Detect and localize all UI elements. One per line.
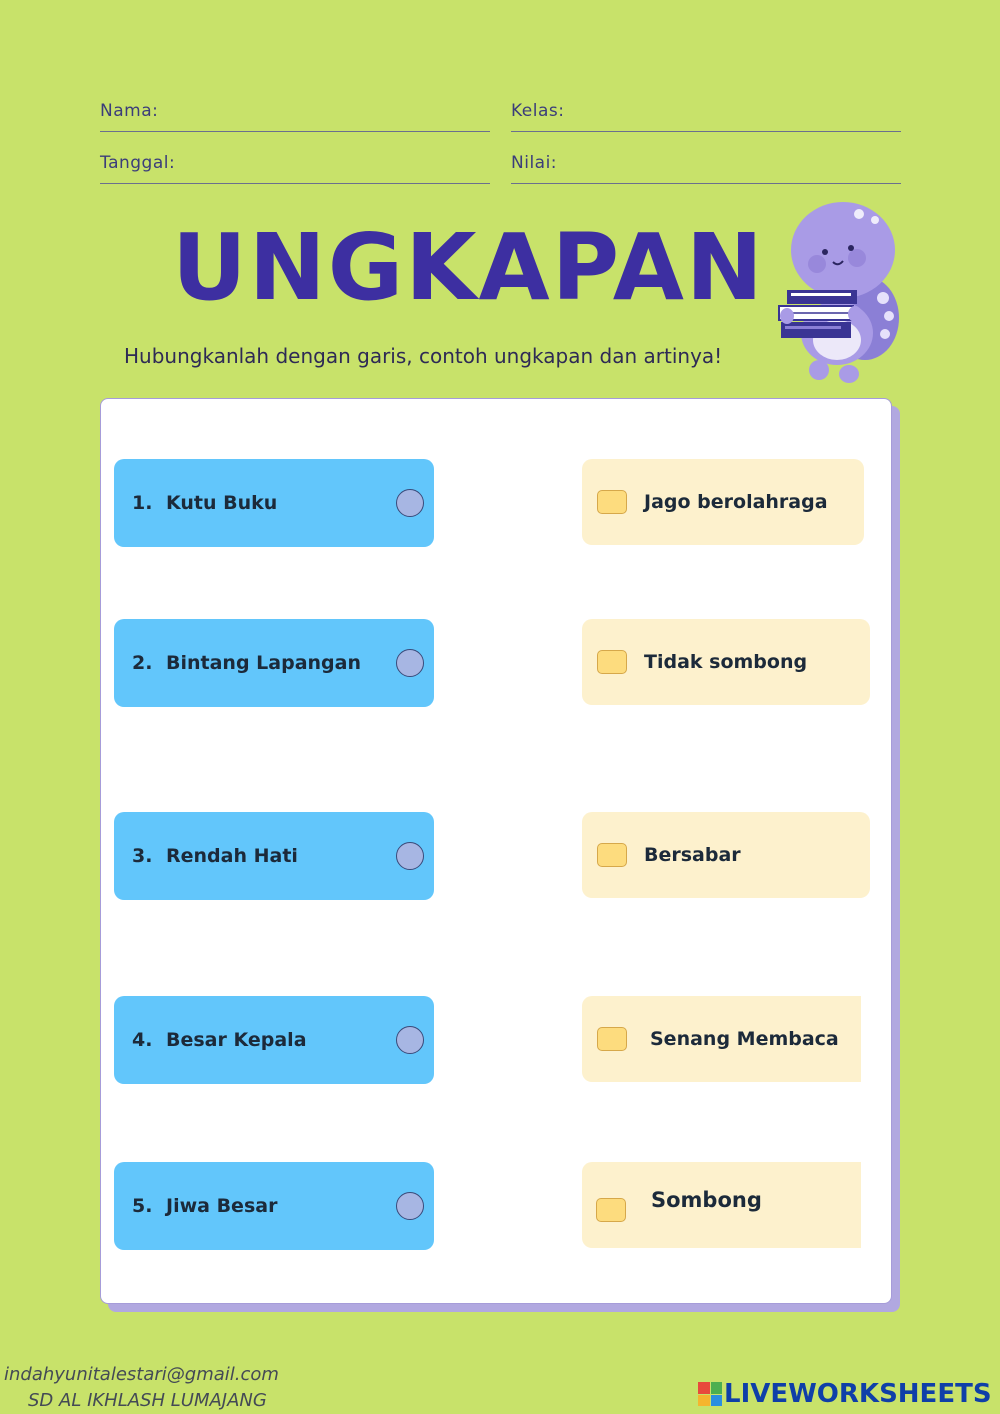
circle-dot-icon[interactable] [396, 1192, 424, 1220]
circle-dot-icon[interactable] [396, 489, 424, 517]
liveworksheets-logo[interactable] [698, 1378, 992, 1410]
expression-number: 3. [132, 845, 153, 867]
expression-item[interactable] [114, 1162, 434, 1250]
name-field[interactable] [100, 97, 490, 132]
meaning-item[interactable] [582, 996, 861, 1082]
meaning-label: Jago berolahraga [644, 491, 828, 513]
expression-item[interactable] [114, 459, 434, 547]
expression-item[interactable] [114, 996, 434, 1084]
date-label: Tanggal: [100, 153, 176, 173]
author-credit [4, 1362, 279, 1414]
checkbox-icon[interactable] [597, 843, 627, 867]
class-label: Kelas: [511, 101, 565, 121]
expression-number: 1. [132, 492, 153, 514]
expression-number: 5. [132, 1195, 153, 1217]
circle-dot-icon[interactable] [396, 1026, 424, 1054]
meaning-label: Sombong [651, 1187, 762, 1212]
checkbox-icon[interactable] [597, 490, 627, 514]
expression-number: 2. [132, 652, 153, 674]
meaning-item[interactable] [582, 459, 864, 545]
date-field[interactable] [100, 149, 490, 184]
liveworksheets-mark-icon [698, 1382, 722, 1406]
purple-turtle-with-books-icon [775, 198, 905, 386]
expression-label: Besar Kepala [166, 1029, 307, 1051]
meaning-item[interactable] [582, 619, 870, 705]
expression-item[interactable] [114, 812, 434, 900]
score-field[interactable] [511, 149, 901, 184]
circle-dot-icon[interactable] [396, 649, 424, 677]
checkbox-icon[interactable] [597, 1027, 627, 1051]
circle-dot-icon[interactable] [396, 842, 424, 870]
checkbox-icon[interactable] [596, 1198, 626, 1222]
meaning-label: Tidak sombong [644, 651, 808, 673]
expression-label: Rendah Hati [166, 845, 298, 867]
brand-name: LIVEWORKSHEETS [724, 1379, 992, 1409]
instruction-text: Hubungkanlah dengan garis, contoh ungkapan dan artinya! [124, 344, 723, 368]
expression-label: Kutu Buku [166, 492, 278, 514]
expression-number: 4. [132, 1029, 153, 1051]
checkbox-icon[interactable] [597, 650, 627, 674]
expression-label: Jiwa Besar [166, 1195, 278, 1217]
author-email: indahyunitalestari@gmail.com [4, 1364, 279, 1385]
meaning-label: Senang Membaca [650, 1028, 839, 1050]
school-name: SD AL IKHLASH LUMAJANG [28, 1390, 267, 1411]
meaning-item[interactable] [582, 812, 870, 898]
expression-item[interactable] [114, 619, 434, 707]
expression-label: Bintang Lapangan [166, 652, 361, 674]
page-title: UNGKAPAN [172, 214, 765, 321]
class-field[interactable] [511, 97, 901, 132]
meaning-label: Bersabar [644, 844, 741, 866]
score-label: Nilai: [511, 153, 558, 173]
meaning-item[interactable] [582, 1162, 861, 1248]
name-label: Nama: [100, 101, 159, 121]
